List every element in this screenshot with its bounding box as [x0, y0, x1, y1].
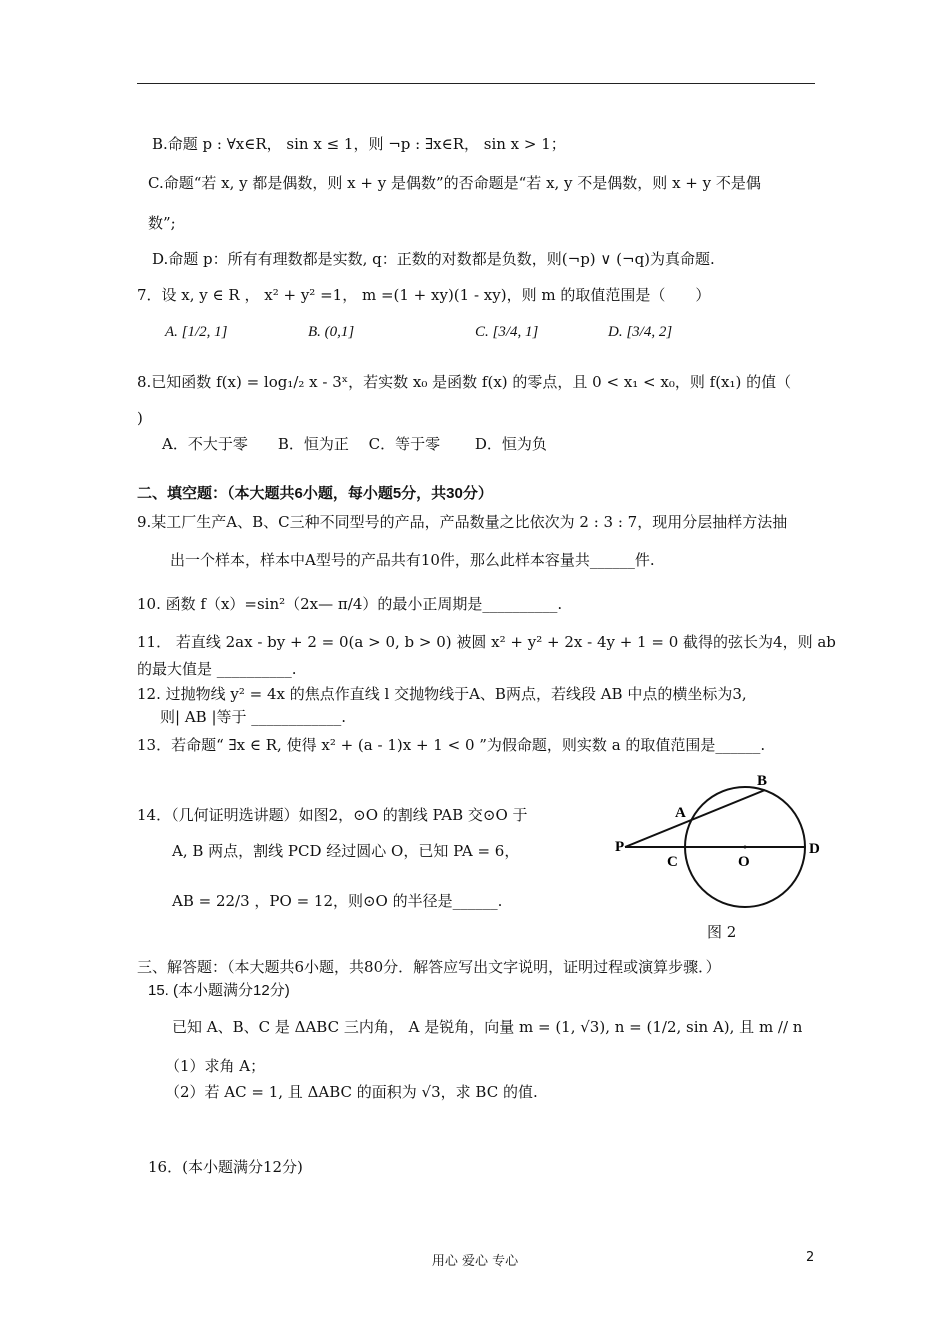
question-15-part1: （1）求角 A；: [165, 1057, 266, 1075]
question-11-line1: 11． 若直线 2ax - by + 2 = 0(a > 0, b > 0) 被圆 x² + y² + 2x - 4y + 1 = 0 截得的弦长为4，则 ab: [137, 633, 836, 651]
option-b: B.命题 p : ∀x∈R， sin x ≤ 1，则 ¬p : ∃x∈R， sin x > 1；: [152, 135, 566, 153]
question-16-title: 16．(本小题满分12分): [148, 1158, 303, 1176]
page-number: 2: [806, 1250, 815, 1265]
option-c-line1: C.命题“若 x, y 都是偶数，则 x + y 是偶数”的否命题是“若 x, y 不是偶数，则 x + y 不是偶: [148, 174, 761, 192]
question-10: 10. 函数 f（x）=sin²（2x— π/4）的最小正周期是__________.: [137, 595, 563, 613]
header-rule: [137, 83, 815, 84]
question-7: 7．设 x, y ∈ R ， x² + y² =1， m =(1 + xy)(1 - xy)，则 m 的取值范围是（ ）: [137, 286, 711, 304]
question-8-close: ): [137, 409, 143, 427]
figure-2-circle-secant: [605, 765, 830, 919]
question-12-line2: 则| AB |等于 ____________.: [160, 708, 347, 726]
question-13: 13．若命题“ ∃x ∈ R, 使得 x² + (a - 1)x + 1 < 0 ”为假命题，则实数 a 的取值范围是______.: [137, 736, 766, 754]
question-12-line1: 12. 过抛物线 y² = 4x 的焦点作直线 l 交抛物线于A、B两点，若线段 AB 中点的横坐标为3,: [137, 685, 747, 703]
label-d: D: [809, 841, 820, 857]
q7-option-c: C. [3/4, 1]: [475, 324, 539, 340]
q7-option-b: B. (0,1]: [308, 324, 355, 340]
page-footer: 用心 爱心 专心: [431, 1254, 519, 1269]
label-c: C: [667, 854, 678, 870]
q8-options: A．不大于零 B．恒为正 C．等于零 D．恒为负: [162, 435, 547, 453]
center-o-point: [744, 846, 747, 849]
section-2-title: 二、填空题：（本大题共6小题，每小题5分，共30分）: [137, 485, 493, 502]
question-14-line3: AB = 22/3 ，PO = 12，则⊙O 的半径是______.: [172, 892, 503, 910]
q7-option-a: A. [1/2, 1]: [165, 324, 228, 340]
question-15-title: 15. (本小题满分12分): [148, 982, 290, 999]
label-p: P: [615, 839, 625, 855]
label-o: O: [738, 854, 750, 870]
section-3-title: 三、解答题：（本大题共6小题，共80分．解答应写出文字说明，证明过程或演算步骤．）: [137, 958, 721, 976]
question-14-line1: 14．（几何证明选讲题）如图2，⊙O 的割线 PAB 交⊙O 于: [137, 806, 528, 824]
q7-option-d: D. [3/4, 2]: [608, 324, 673, 340]
option-d: D.命题 p：所有有理数都是实数, q：正数的对数都是负数，则(¬p) ∨ (¬q)为真命题.: [152, 250, 715, 268]
question-11-line2: 的最大值是 __________.: [137, 660, 297, 678]
question-14-line2: A, B 两点，割线 PCD 经过圆心 O，已知 PA = 6，: [172, 842, 520, 860]
secant-pab: [625, 790, 765, 847]
question-8: 8.已知函数 f(x) = log₁/₂ x - 3ˣ，若实数 x₀ 是函数 f(x) 的零点，且 0 < x₁ < x₀，则 f(x₁) 的值（: [137, 373, 792, 391]
figure-caption: 图 2: [707, 923, 737, 941]
label-a: A: [675, 805, 686, 821]
option-c-line2: 数”;: [148, 214, 176, 232]
question-15-part2: （2）若 AC = 1, 且 ΔABC 的面积为 √3，求 BC 的值.: [165, 1083, 538, 1101]
question-15-text: 已知 A、B、C 是 ΔABC 三内角， A 是锐角，向量 m = (1, √3), n = (1/2, sin A), 且 m // n: [172, 1018, 803, 1036]
question-9-line2: 出一个样本，样本中A型号的产品共有10件，那么此样本容量共______件.: [170, 551, 655, 569]
label-b: B: [757, 773, 768, 789]
question-9-line1: 9.某工厂生产A、B、C三种不同型号的产品，产品数量之比依次为 2 : 3 : 7，现用分层抽样方法抽: [137, 513, 788, 531]
